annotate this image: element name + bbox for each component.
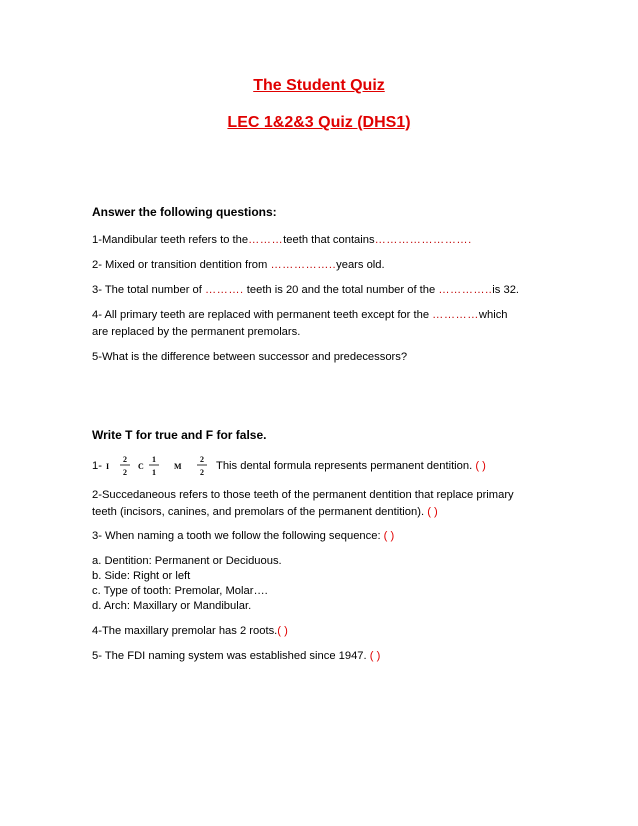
formula-c-bottom: 1 — [152, 468, 156, 477]
section-heading-true-false: Write T for true and F for false. — [92, 428, 267, 442]
list-item: d. Arch: Maxillary or Mandibular. — [92, 600, 252, 612]
question-3-text-b: teeth is 20 and the total number of the — [243, 284, 439, 296]
statement-1-text: This dental formula represents permanent dentition. — [216, 460, 476, 472]
question-5: 5-What is the difference between successor and predecessors? — [92, 351, 408, 363]
answer-parentheses: ( ) — [383, 530, 395, 542]
question-4 — [92, 307, 552, 324]
question-1-text: 1-Mandibular teeth refers to the — [92, 234, 249, 246]
blank: ……………………. — [374, 234, 472, 246]
question-2-text: 2- Mixed or transition dentition from — [92, 259, 271, 271]
list-item: a. Dentition: Permanent or Deciduous. — [92, 555, 282, 567]
dental-formula-graphic — [104, 452, 212, 480]
blank: ……… — [248, 234, 284, 246]
statement-2-line1: 2-Succedaneous refers to those teeth of the permanent dentition that replace primary — [92, 489, 514, 501]
formula-c: C — [138, 462, 144, 471]
statement-2-text: teeth (incisors, canines, and premolars of the permanent dentition). — [92, 506, 428, 518]
answer-parentheses: ( ) — [427, 506, 438, 518]
statement-1-number: 1- — [92, 460, 102, 472]
formula-m-bottom: 2 — [200, 468, 204, 477]
statement-5 — [92, 648, 552, 665]
page-title: The Student Quiz — [253, 77, 385, 94]
formula-i-bottom: 2 — [123, 468, 127, 477]
question-3-text-c: is 32. — [492, 284, 520, 296]
statement-4-text: 4-The maxillary premolar has 2 roots. — [92, 625, 278, 637]
question-2-text-b: years old. — [336, 259, 385, 271]
dental-formula — [104, 452, 212, 480]
page-subtitle: LEC 1&2&3 Quiz (DHS1) — [227, 114, 411, 131]
question-4-line2: are replaced by the permanent premolars. — [92, 326, 301, 338]
formula-m-top: 2 — [200, 455, 204, 464]
question-1 — [92, 232, 552, 249]
blank: ………….. — [438, 284, 493, 296]
statement-1 — [216, 458, 536, 475]
question-2 — [92, 257, 552, 274]
answer-parentheses: ( ) — [369, 650, 381, 662]
question-4-text: 4- All primary teeth are replaced with permanent teeth except for the — [92, 309, 433, 321]
question-1-text-b: teeth that contains — [283, 234, 375, 246]
formula-c-top: 1 — [152, 455, 156, 464]
statement-3 — [92, 528, 552, 545]
answer-parentheses: ( ) — [277, 625, 288, 637]
statement-3-text: 3- When naming a tooth we follow the following sequence: — [92, 530, 384, 542]
statement-2-line2 — [92, 504, 552, 521]
blank: ………. — [204, 284, 244, 296]
list-item: b. Side: Right or left — [92, 570, 191, 582]
formula-i-top: 2 — [123, 455, 127, 464]
blank: …………….. — [270, 259, 337, 271]
statement-5-text: 5- The FDI naming system was established since 1947. — [92, 650, 370, 662]
question-4-text-b: which — [478, 309, 508, 321]
list-item: c. Type of tooth: Premolar, Molar…. — [92, 585, 268, 597]
question-3-text: 3- The total number of — [92, 284, 205, 296]
statement-4 — [92, 623, 552, 640]
blank: ………… — [432, 309, 479, 321]
formula-m: M — [174, 462, 182, 471]
formula-i: I — [106, 462, 110, 471]
question-3 — [92, 282, 552, 299]
answer-parentheses: ( ) — [475, 460, 486, 472]
section-heading-questions: Answer the following questions: — [92, 205, 277, 219]
